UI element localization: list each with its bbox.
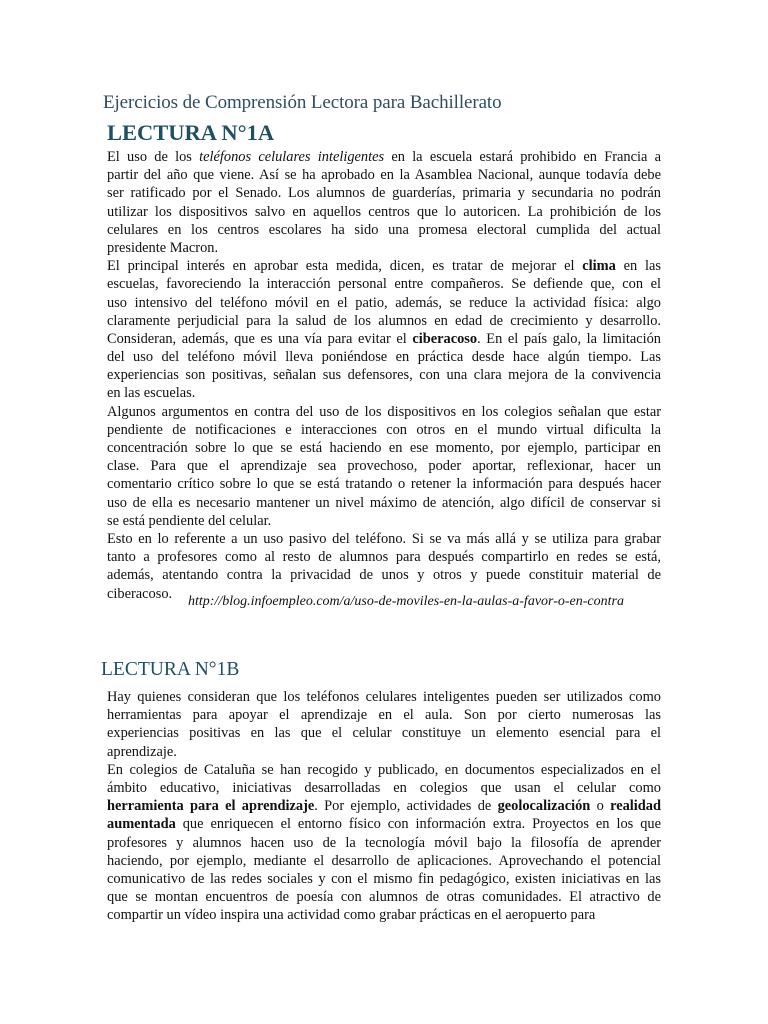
text-line	[107, 815, 661, 833]
text-line	[107, 294, 661, 312]
line-text: comunicativo de las redes sociales y con el mismo fin pedagógico, existen iniciativas en las	[107, 870, 661, 887]
line-text: uso de ella es necesario mantener un nivel máximo de atención, algo difícil de conservar si	[107, 494, 661, 511]
line-text: Hay quienes consideran que los teléfonos celulares inteligentes pueden ser utilizados como	[107, 689, 661, 705]
text-line	[107, 366, 661, 384]
line-text: que se montan encuentros de poesía con alumnos de otras comunidades. El atractivo de	[107, 889, 661, 906]
line-text: o	[590, 798, 611, 815]
text-line	[107, 888, 661, 906]
line-text: tanto a profesores como al resto de alumnos para después compartirlo en redes se está,	[107, 549, 661, 566]
line-text: Consideran, además, que es una vía para evitar el	[107, 330, 413, 347]
text-line	[107, 148, 661, 166]
text-line	[107, 457, 661, 475]
line-text: ámbito educativo, iniciativas desarrolladas en colegios que usan el celular como	[107, 779, 661, 796]
line-text: pendiente de notificaciones e interacciones con otros en el mundo virtual dificulta la	[107, 421, 661, 438]
line-text: además, atentando contra la privacidad de unos y otros y puede constituir material de	[107, 567, 661, 584]
line-text: en las escuelas.	[107, 385, 196, 402]
text-line	[107, 688, 661, 706]
line-text: celulares en los centros escolares ha sido una promesa electoral cumplida del actual	[107, 221, 661, 238]
source-url: http://blog.infoempleo.com/a/uso-de-moviles-en-la-aulas-a-favor-o-en-contra	[188, 594, 624, 609]
line-text: . Por ejemplo, actividades de	[314, 798, 498, 815]
text-line	[107, 257, 661, 275]
text-line	[107, 203, 661, 221]
line-text: experiencias positivas en las que el celular constituye un elemento esencial para el	[107, 725, 661, 742]
text-line	[107, 439, 661, 457]
line-text: El uso de los	[107, 149, 200, 165]
bold-term: clima	[582, 258, 616, 275]
lectura-1a-body	[107, 148, 661, 603]
line-text: haciendo, por ejemplo, mediante el desarrollo de aplicaciones. Aprovechando el potencial	[107, 852, 661, 869]
text-line	[107, 870, 661, 888]
bold-term: aumentada	[107, 816, 176, 833]
text-line	[107, 384, 661, 402]
text-line	[107, 475, 661, 493]
line-text: clase. Para que el aprendizaje sea provechoso, poder aportar, reflexionar, hacer un	[107, 458, 661, 475]
lectura-1b-heading: LECTURA N°1B	[101, 659, 240, 680]
line-text: que enriquecen el entorno físico con información extra. Proyectos en los que	[175, 816, 661, 833]
text-line	[107, 330, 661, 348]
document-title: Ejercicios de Comprensión Lectora para Bachillerato	[103, 92, 502, 113]
line-text: ciberacoso.	[107, 585, 173, 602]
text-line	[107, 779, 661, 797]
text-line	[107, 906, 661, 924]
text-line	[107, 421, 661, 439]
line-text: partir del año que viene. Así se ha aprobado en la Asamblea Nacional, aunque todavía debe	[107, 167, 661, 184]
text-line	[107, 743, 661, 761]
bold-term: ciberacoso	[412, 330, 478, 347]
line-text: Esto en lo referente a un uso pasivo del teléfono. Si se va más allá y se utiliza para grabar	[107, 530, 661, 547]
text-line	[107, 275, 661, 293]
text-line	[107, 494, 661, 512]
text-line	[107, 834, 661, 852]
bold-term: geolocalización	[497, 798, 591, 815]
text-line	[107, 797, 661, 815]
line-text: presidente Macron.	[107, 239, 219, 256]
lectura-1a-heading: LECTURA N°1A	[107, 120, 275, 145]
text-line	[107, 512, 661, 530]
line-text: experiencias son positivas, señalan sus defensores, con una clara mejora de la convivencia	[107, 367, 661, 384]
lectura-1b-body	[107, 688, 661, 924]
line-text: del uso del teléfono móvil lleva poniéndose en práctica desde hace algún tiempo. Las	[107, 349, 661, 366]
text-line	[107, 724, 661, 742]
line-text: profesores y alumnos hacen uso de la tecnología móvil bajo la filosofía de aprender	[107, 834, 661, 851]
line-text: herramientas para apoyar el aprendizaje en el aula. Son por cierto numerosas las	[107, 707, 661, 724]
line-text: en las	[615, 258, 661, 275]
text-line	[107, 348, 661, 366]
text-line	[107, 312, 661, 330]
text-line	[107, 761, 661, 779]
line-text: . En el país galo, la limitación	[477, 330, 661, 347]
line-text: en la escuela estará prohibido en Francia a	[384, 149, 661, 165]
text-line	[107, 530, 661, 548]
line-text: se está pendiente del celular.	[107, 512, 272, 529]
text-line	[107, 221, 661, 239]
italic-term: teléfonos celulares inteligentes	[199, 149, 385, 165]
line-text: aprendizaje.	[107, 743, 177, 760]
text-line	[107, 166, 661, 184]
text-line	[107, 548, 661, 566]
text-line	[107, 852, 661, 870]
bold-term: realidad	[610, 798, 661, 815]
text-line	[107, 239, 661, 257]
line-text: ser ratificado por el Senado. Los alumnos de guarderías, primaria y secundaria no podrán	[107, 185, 661, 202]
line-text: concentración sobre lo que se está haciendo en ese momento, por ejemplo, participar en	[107, 440, 661, 456]
line-text: El principal interés en aprobar esta medida, dicen, es tratar de mejorar el	[107, 258, 583, 275]
line-text: escuelas, favoreciendo la interacción personal entre compañeros. Se defiende que, con el	[107, 276, 661, 293]
line-text: claramente perjudicial para la salud de los alumnos en edad de crecimiento y desarrollo.	[107, 312, 661, 329]
text-line	[107, 184, 661, 202]
line-text: utilizar los dispositivos salvo en aquellos centros que lo autoricen. La prohibición de los	[107, 203, 661, 220]
line-text: comentario crítico sobre lo que se está tratando o retener la información para después hacer	[107, 476, 661, 493]
line-text: compartir un vídeo inspira una actividad como grabar prácticas en el aeropuerto para	[107, 907, 596, 924]
text-line	[107, 706, 661, 724]
line-text: En colegios de Cataluña se han recogido y publicado, en documentos especializados en el	[107, 761, 661, 778]
line-text: Algunos argumentos en contra del uso de los dispositivos en los colegios señalan que estar	[107, 403, 661, 420]
text-line	[107, 403, 661, 421]
line-text: uso intensivo del teléfono móvil en el patio, además, se reduce la actividad física: algo	[107, 294, 661, 311]
text-line	[107, 566, 661, 584]
bold-term: herramienta para el aprendizaje	[107, 798, 315, 815]
